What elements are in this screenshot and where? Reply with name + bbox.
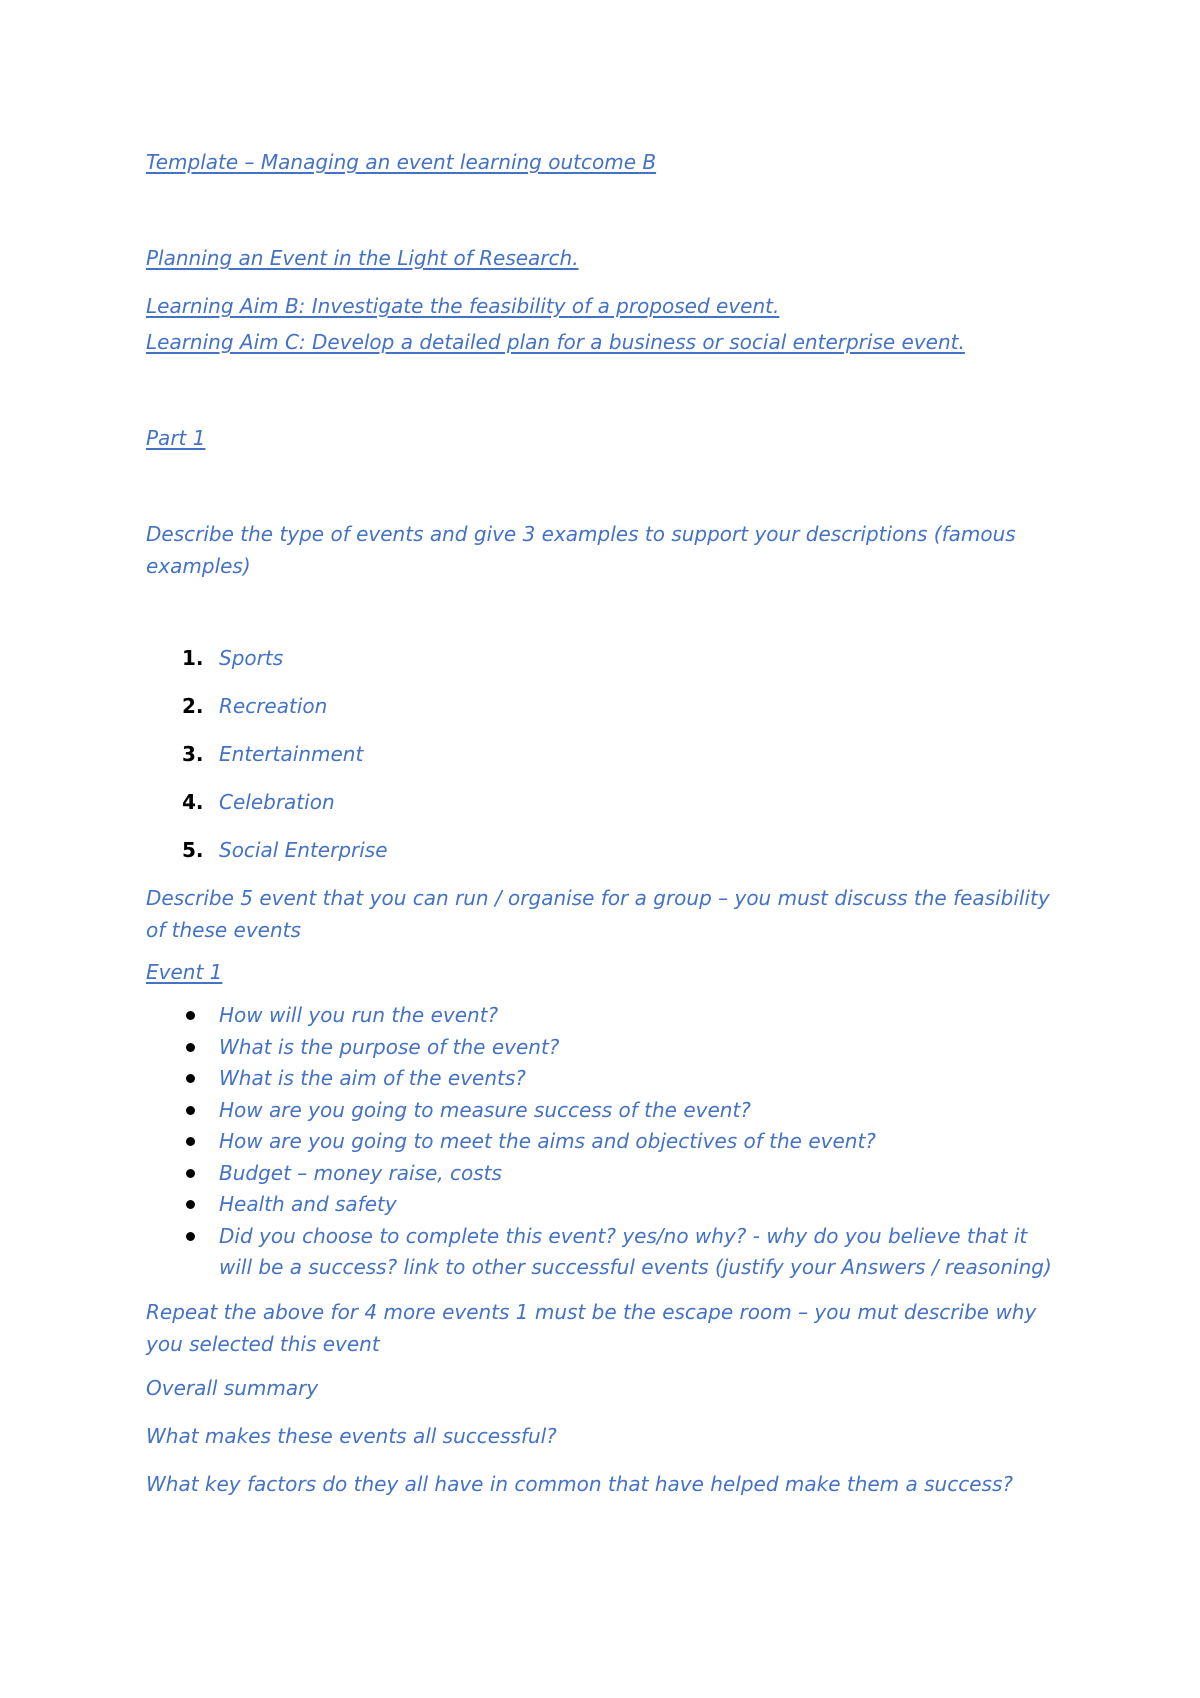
planning-heading: Planning an Event in the Light of Research. <box>146 246 579 270</box>
event-type-label: Social Enterprise <box>219 838 388 862</box>
question-text: How will you run the event? <box>219 1003 499 1027</box>
event-heading: Event 1 <box>146 960 223 984</box>
question-text: Health and safety <box>219 1192 397 1216</box>
document-title: Template – Managing an event learning outcome B <box>146 150 657 174</box>
list-item <box>146 1221 1066 1284</box>
list-item <box>146 690 1066 722</box>
document-body <box>146 146 1066 1500</box>
describe-types-instruction: Describe the type of events and give 3 examples to support your descriptions (famous examples) <box>146 522 1016 578</box>
event-type-label: Recreation <box>219 694 328 718</box>
list-item <box>146 1000 1066 1032</box>
list-item <box>146 1126 1066 1158</box>
list-item <box>146 1158 1066 1190</box>
event-questions-list <box>146 1000 1066 1284</box>
bullet-icon <box>186 1106 195 1115</box>
list-item <box>146 834 1066 866</box>
event-type-label: Sports <box>219 646 284 670</box>
list-number: 5. <box>182 838 204 862</box>
summary-question-factors: What key factors do they all have in common that have helped make them a success? <box>146 1471 1013 1496</box>
bullet-icon <box>186 1011 195 1020</box>
bullet-icon <box>186 1232 195 1241</box>
bullet-icon <box>186 1074 195 1083</box>
question-text: How are you going to meet the aims and objectives of the event? <box>219 1129 876 1153</box>
question-text: How are you going to measure success of the event? <box>219 1097 751 1122</box>
question-text: Did you choose to complete this event? yes/no why? - why do you believe that it will be a success? link to other successful events (justify your Answers / reasoning) <box>219 1223 1052 1279</box>
bullet-icon <box>186 1137 195 1146</box>
event-type-label: Entertainment <box>219 742 364 766</box>
event-types-list <box>146 642 1066 866</box>
repeat-instruction: Repeat the above for 4 more events 1 must be the escape room – you mut describe why you selected this event <box>146 1299 1037 1356</box>
question-text: What is the aim of the events? <box>219 1066 526 1090</box>
list-item <box>146 1063 1066 1095</box>
summary-question-success: What makes these events all successful? <box>146 1423 557 1448</box>
bullet-icon <box>186 1200 195 1209</box>
list-item <box>146 1189 1066 1221</box>
describe-events-instruction: Describe 5 event that you can run / organise for a group – you must discuss the feasibility of these events <box>146 886 1050 942</box>
part-heading: Part 1 <box>146 426 206 450</box>
list-item <box>146 738 1066 770</box>
bullet-icon <box>186 1043 195 1052</box>
list-item <box>146 1032 1066 1064</box>
list-number: 1. <box>182 646 204 670</box>
list-number: 4. <box>182 790 204 814</box>
list-number: 2. <box>182 694 204 718</box>
list-number: 3. <box>182 742 204 766</box>
event-type-label: Celebration <box>219 790 335 814</box>
question-text: What is the purpose of the event? <box>219 1034 560 1059</box>
learning-aim-c: Learning Aim C: Develop a detailed plan for a business or social enterprise event. <box>146 330 965 354</box>
list-item <box>146 786 1066 818</box>
overall-summary-heading: Overall summary <box>146 1375 319 1400</box>
question-text: Budget – money raise, costs <box>219 1160 502 1185</box>
bullet-icon <box>186 1169 195 1178</box>
list-item <box>146 642 1066 674</box>
list-item <box>146 1095 1066 1127</box>
learning-aim-b: Learning Aim B: Investigate the feasibility of a proposed event. <box>146 294 780 318</box>
